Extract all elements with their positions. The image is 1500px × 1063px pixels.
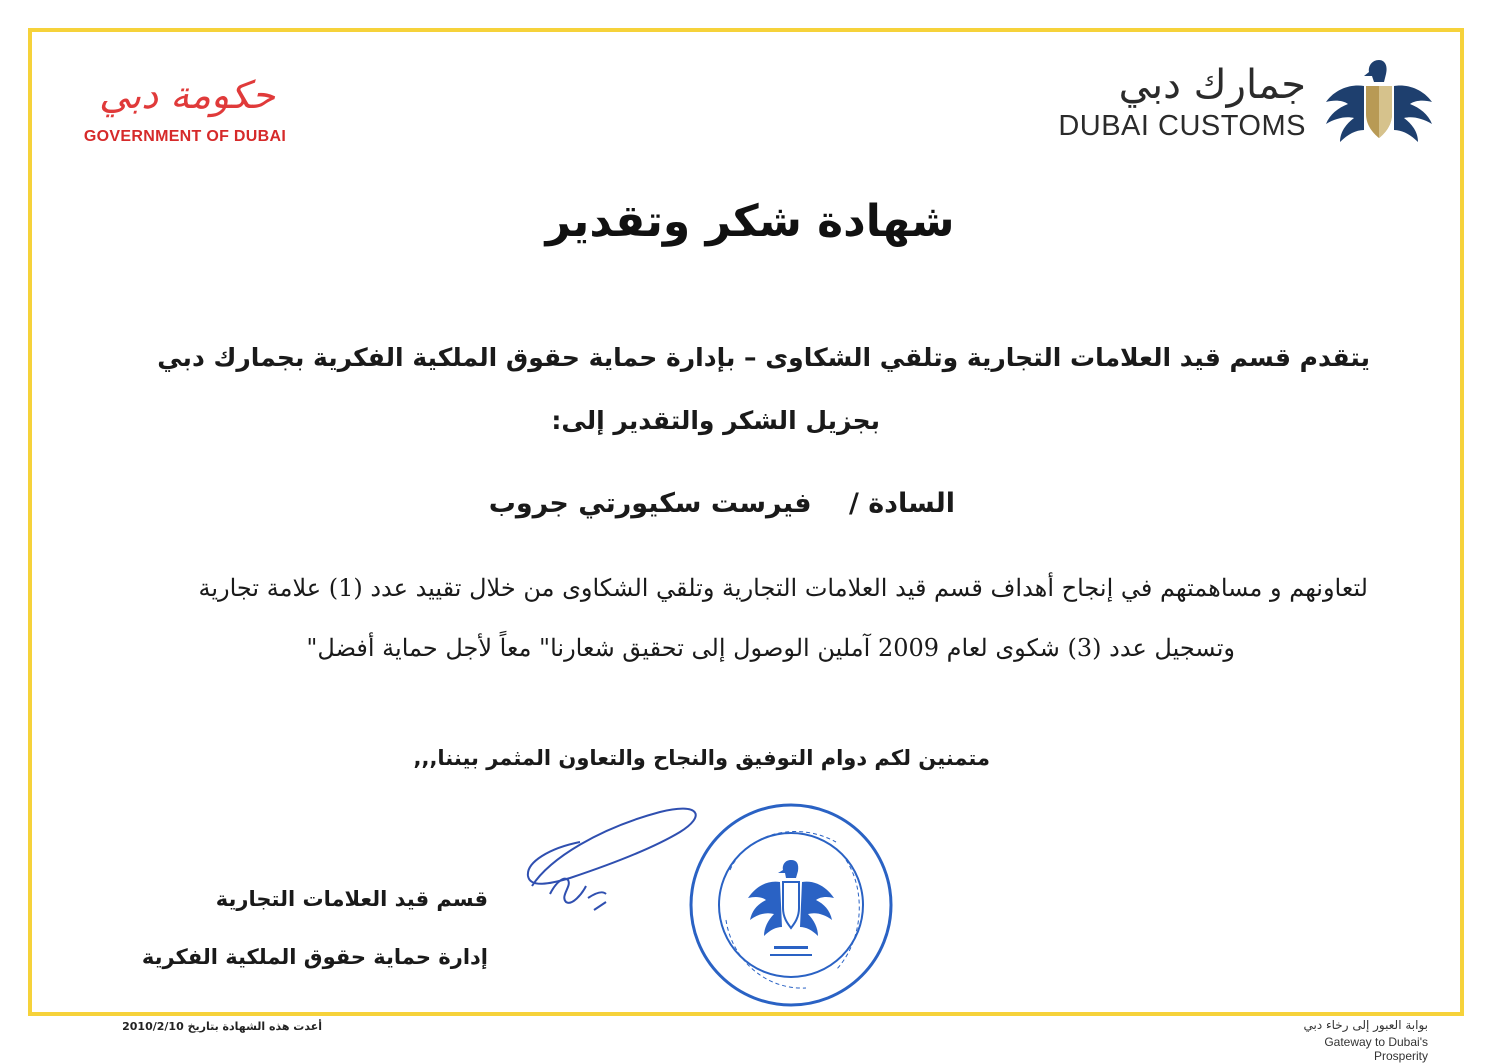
recipient bbox=[55, 488, 955, 519]
department-block bbox=[68, 870, 488, 986]
gateway-slogan-arabic: بوابة العبور إلى رخاء دبي bbox=[1303, 1018, 1428, 1032]
government-logo-arabic: حكومة دبي bbox=[98, 73, 276, 117]
body-line-2: وتسجيل عدد (3) شكوى لعام 2009 آملين الوصول إلى تحقيق شعارنا" معاً لأجل حماية أفضل" bbox=[306, 634, 1235, 662]
department-line-1: قسم قيد العلامات التجارية bbox=[215, 887, 488, 911]
intro-line-1: يتقدم قسم قيد العلامات التجارية وتلقي الشكاوى – بإدارة حماية حقوق الملكية الفكرية بجمارك دبي bbox=[157, 343, 1370, 372]
closing-wish: متمنين لكم دوام التوفيق والنجاح والتعاون المثمر بيننا,,, bbox=[413, 746, 990, 770]
falcon-emblem-icon bbox=[1320, 52, 1438, 152]
department-line-2: إدارة حماية حقوق الملكية الفكرية bbox=[141, 945, 488, 969]
issued-date: أعدت هذه الشهادة بتاريخ 2010/2/10 bbox=[122, 1020, 322, 1033]
signature-icon bbox=[510, 798, 710, 928]
department-stamp-icon bbox=[686, 800, 896, 1010]
certificate-title: شهادة شكر وتقدير bbox=[545, 196, 955, 247]
customs-logo-arabic: جمارك دبي bbox=[1118, 62, 1306, 108]
intro-line-2: بجزيل الشكر والتقدير إلى: bbox=[551, 406, 880, 435]
body-line-1: لتعاونهم و مساهمتهم في إنجاح أهداف قسم قيد العلامات التجارية وتلقي الشكاوى من خلال تقييد عدد (1) علامة تجارية bbox=[198, 574, 1368, 602]
government-logo-english: GOVERNMENT OF DUBAI bbox=[83, 128, 287, 145]
recipient-name: فيرست سكيورتي جروب bbox=[488, 488, 812, 519]
recipient-label: السادة / bbox=[848, 488, 955, 519]
customs-logo-english: DUBAI CUSTOMS bbox=[1058, 110, 1306, 142]
gateway-slogan-english: Gateway to Dubai's Prosperity bbox=[1324, 1035, 1428, 1063]
